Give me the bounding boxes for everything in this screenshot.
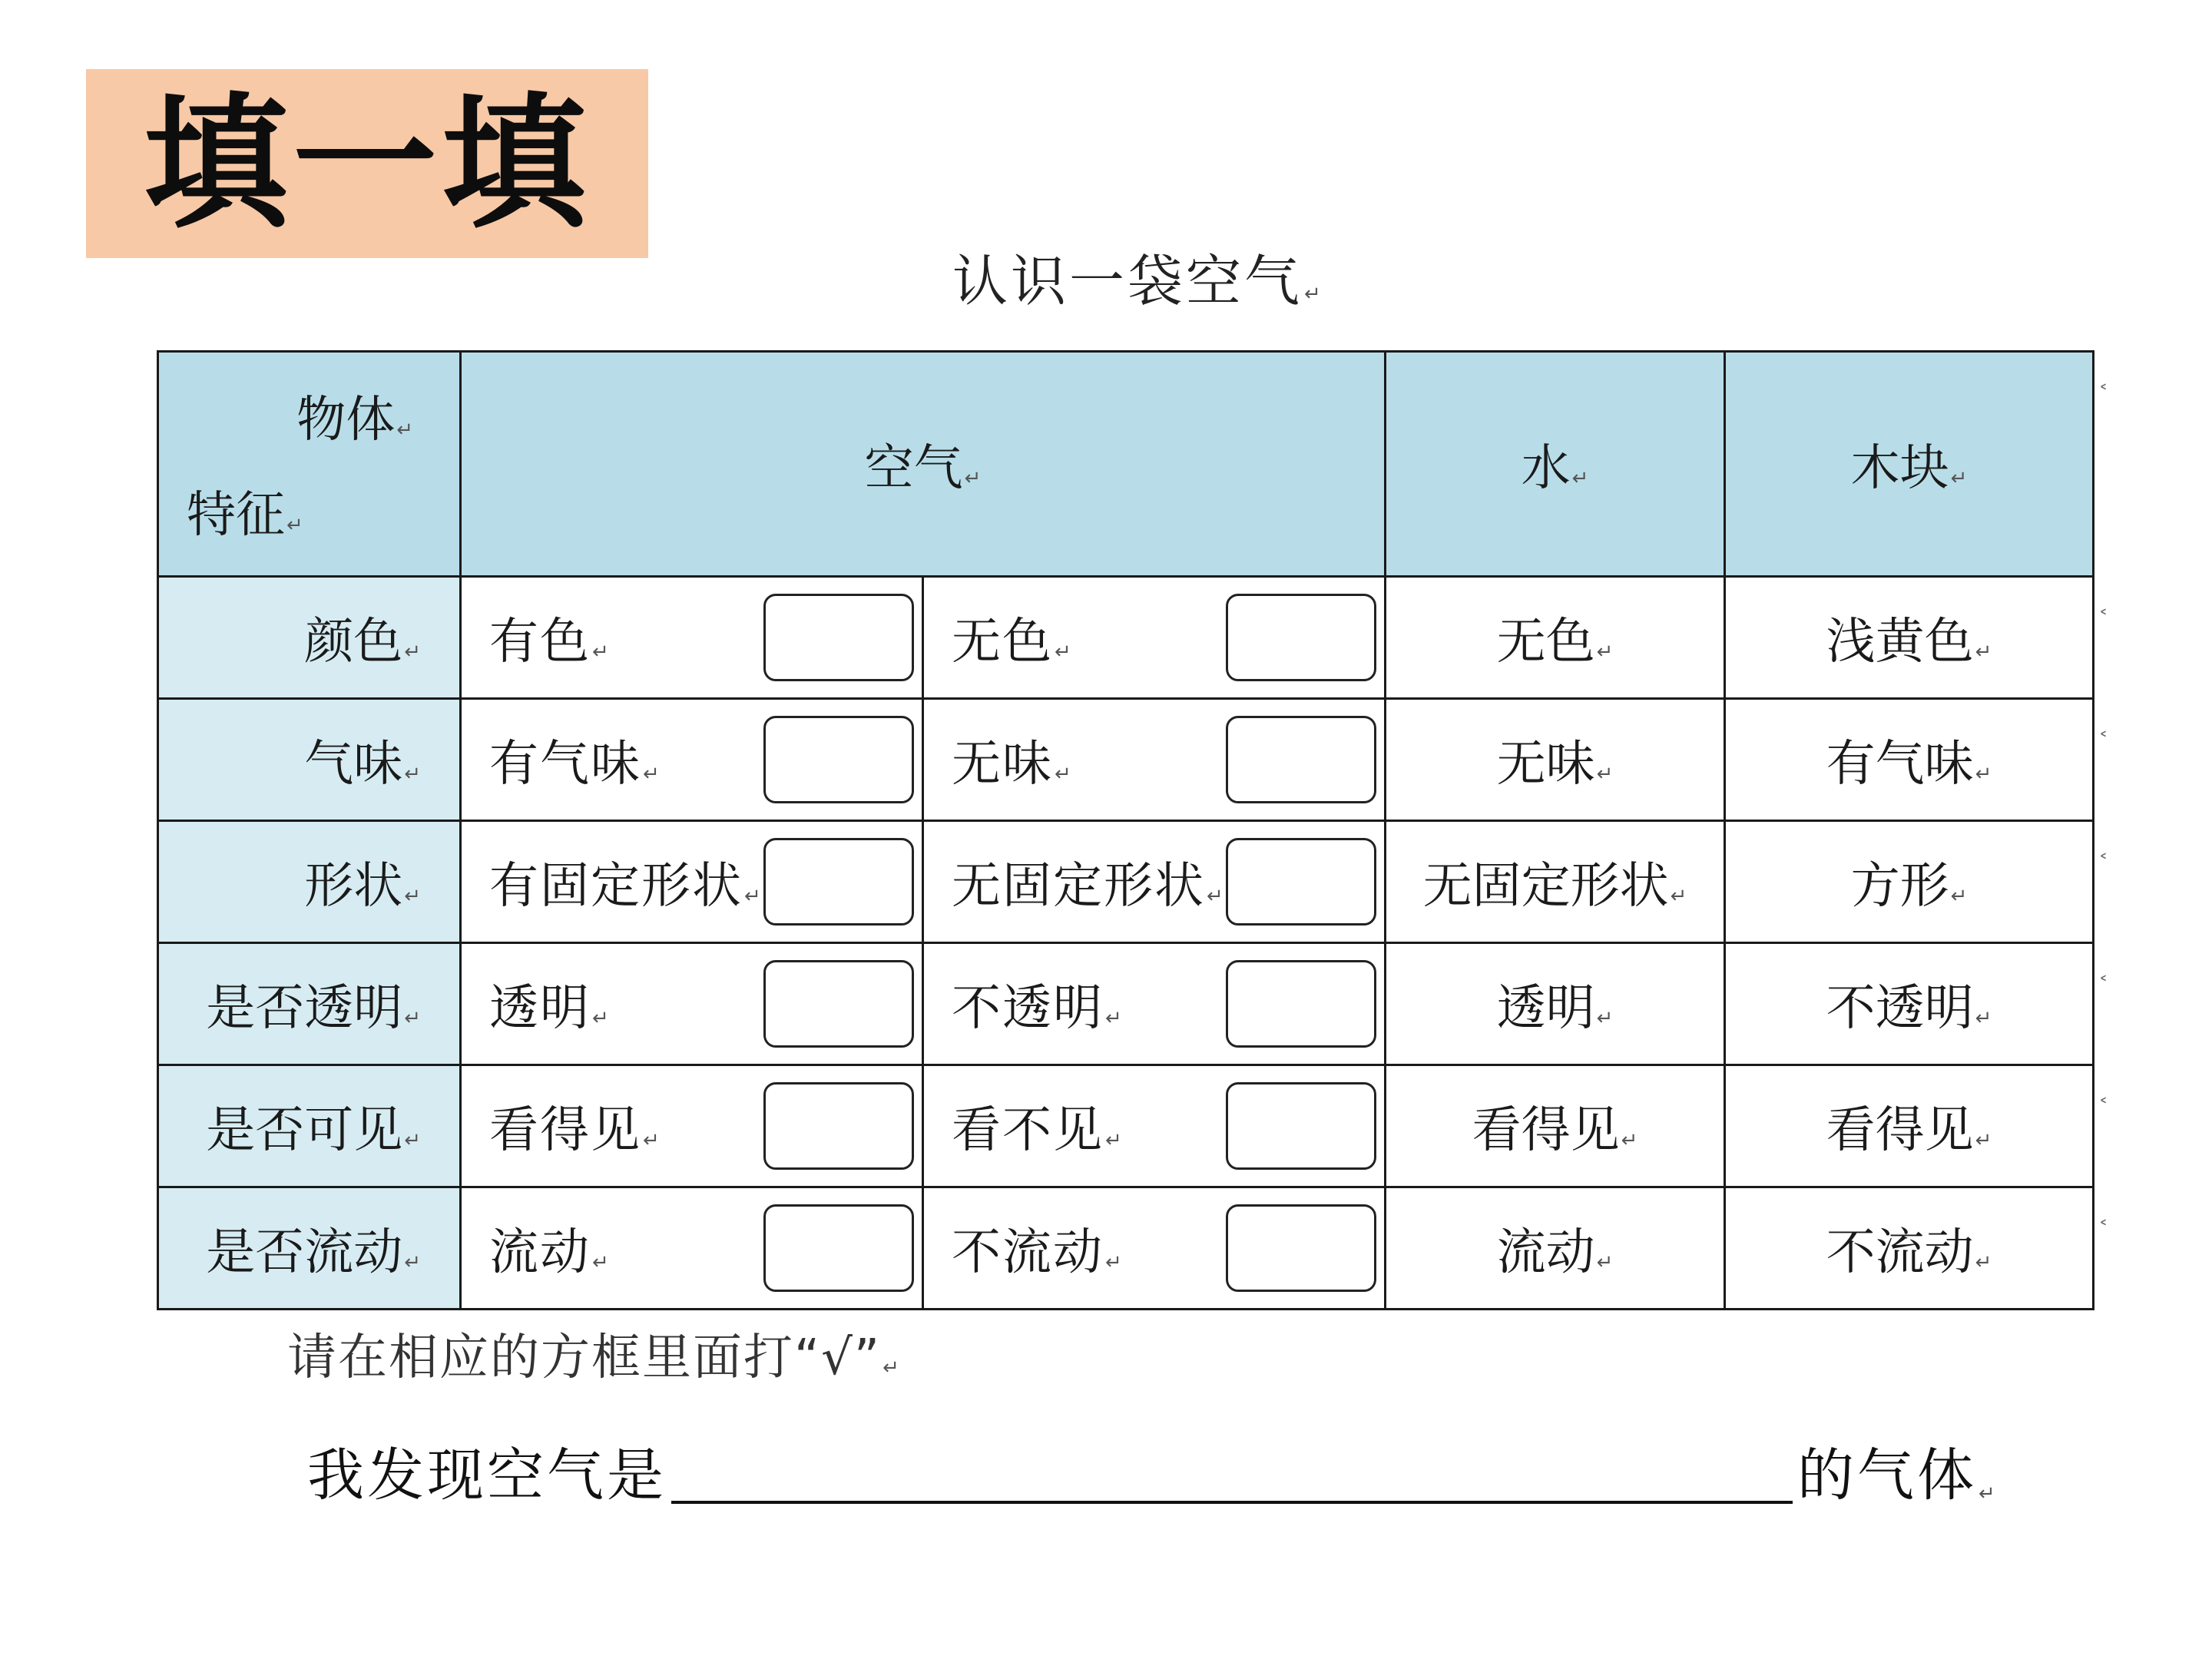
header-water: 水↵: [1386, 352, 1725, 577]
water-value: 流动: [1496, 1224, 1595, 1281]
checkbox[interactable]: [763, 960, 914, 1048]
paragraph-mark: ↵: [1304, 283, 1324, 306]
air-option-a-cell: [461, 1187, 923, 1310]
wood-value: 有气味: [1826, 736, 1974, 793]
air-option-a-cell: [461, 577, 923, 699]
row-end-mark: ˂: [2098, 1217, 2108, 1241]
checkbox[interactable]: [763, 1082, 914, 1170]
corner-cell: [158, 352, 461, 577]
water-value: 无固定形状: [1422, 858, 1669, 915]
checkbox[interactable]: [1226, 838, 1376, 926]
feature-label: 形状: [304, 858, 403, 915]
finding-suffix: 的气体: [1797, 1442, 1977, 1508]
water-value-cell: 流动↵: [1386, 1187, 1725, 1310]
air-option-b: 无色↵: [952, 614, 1073, 671]
checkbox[interactable]: [1226, 1082, 1376, 1170]
row-end-mark: ˂: [2098, 607, 2108, 631]
air-option-a-cell: [461, 821, 923, 943]
air-option-b: 无味↵: [952, 736, 1073, 793]
air-option-b-cell: [923, 577, 1386, 699]
water-value-cell: 无味↵: [1386, 699, 1725, 821]
table-row: [158, 1187, 2094, 1310]
row-end-mark: ˂: [2098, 382, 2108, 406]
checkbox[interactable]: [1226, 1204, 1376, 1292]
finding-sentence: 我发现空气是 的气体 ↵: [307, 1442, 1998, 1508]
water-value: 无味: [1496, 736, 1595, 793]
table-row: [158, 821, 2094, 943]
checkbox[interactable]: [1226, 594, 1376, 681]
table-row: [158, 1065, 2094, 1187]
water-value-cell: 透明↵: [1386, 943, 1725, 1065]
wood-value: 不透明: [1826, 980, 1974, 1037]
instruction-text: 请在相应的方框里面打“√”↵: [287, 1330, 901, 1386]
feature-label-cell: 颜色↵: [158, 577, 461, 699]
air-option-b-cell: [923, 943, 1386, 1065]
air-option-a: 有固定形状↵: [489, 858, 763, 915]
checkbox[interactable]: [763, 1204, 914, 1292]
air-option-a-cell: [461, 943, 923, 1065]
corner-object-label: 物体↵: [296, 392, 413, 449]
slide-title: 填一填: [144, 78, 591, 248]
air-option-b-cell: [923, 699, 1386, 821]
checkbox[interactable]: [763, 716, 914, 803]
feature-label: 是否流动: [206, 1224, 403, 1281]
air-option-b: 看不见↵: [952, 1102, 1124, 1159]
feature-label-cell: 是否可见↵: [158, 1065, 461, 1187]
feature-table: [157, 350, 2094, 1310]
water-value: 透明: [1496, 980, 1595, 1037]
feature-label-cell: 形状↵: [158, 821, 461, 943]
wood-value-cell: 浅黄色↵: [1725, 577, 2094, 699]
air-option-a: 看得见↵: [489, 1102, 661, 1159]
table-row: [158, 577, 2094, 699]
air-option-a: 透明↵: [489, 980, 611, 1037]
header-wood: 木块↵: [1725, 352, 2094, 577]
air-option-a-cell: [461, 699, 923, 821]
checkbox[interactable]: [763, 594, 914, 681]
air-option-b: 无固定形状↵: [952, 858, 1225, 915]
air-option-a: 流动↵: [489, 1224, 611, 1281]
feature-label: 是否透明: [206, 980, 403, 1037]
feature-label: 颜色: [304, 614, 403, 671]
wood-value: 方形: [1850, 858, 1949, 915]
checkbox[interactable]: [763, 838, 914, 926]
row-end-mark: ˂: [2098, 1095, 2108, 1119]
row-end-mark: ˂: [2098, 851, 2108, 875]
air-option-a: 有色↵: [489, 614, 611, 671]
air-option-b-cell: [923, 821, 1386, 943]
slide-title-box: [86, 69, 648, 258]
feature-label-cell: 气味↵: [158, 699, 461, 821]
feature-label: 是否可见: [206, 1102, 403, 1159]
air-option-a: 有气味↵: [489, 736, 661, 793]
wood-value-cell: 方形↵: [1725, 821, 2094, 943]
wood-value-cell: 不透明↵: [1725, 943, 2094, 1065]
water-value: 看得见: [1472, 1102, 1620, 1159]
corner-feature-label: 特征↵: [187, 487, 303, 544]
finding-prefix: 我发现空气是: [307, 1442, 667, 1508]
air-option-b-cell: [923, 1187, 1386, 1310]
feature-label-cell: 是否透明↵: [158, 943, 461, 1065]
wood-value: 浅黄色: [1826, 614, 1974, 671]
wood-value-cell: 看得见↵: [1725, 1065, 2094, 1187]
air-option-b: 不透明↵: [952, 980, 1124, 1037]
air-option-b: 不流动↵: [952, 1224, 1124, 1281]
worksheet-title: [952, 249, 1324, 313]
wood-value: 看得见: [1826, 1102, 1974, 1159]
air-option-b-cell: [923, 1065, 1386, 1187]
feature-label-cell: 是否流动↵: [158, 1187, 461, 1310]
wood-value-cell: 有气味↵: [1725, 699, 2094, 821]
water-value: 无色: [1496, 614, 1595, 671]
water-value-cell: 看得见↵: [1386, 1065, 1725, 1187]
header-air: 空气↵: [461, 352, 1386, 577]
feature-label: 气味: [304, 736, 403, 793]
table-row: [158, 943, 2094, 1065]
finding-blank-line[interactable]: [671, 1442, 1793, 1504]
water-value-cell: 无固定形状↵: [1386, 821, 1725, 943]
table-row: [158, 699, 2094, 821]
worksheet-title-text: 认识一袋空气: [952, 249, 1303, 313]
wood-value: 不流动: [1826, 1224, 1974, 1281]
wood-value-cell: 不流动↵: [1725, 1187, 2094, 1310]
checkbox[interactable]: [1226, 716, 1376, 803]
air-option-a-cell: [461, 1065, 923, 1187]
row-end-mark: ˂: [2098, 729, 2108, 753]
row-end-mark: ˂: [2098, 973, 2108, 997]
table-header-row: [158, 352, 2094, 577]
checkbox[interactable]: [1226, 960, 1376, 1048]
water-value-cell: 无色↵: [1386, 577, 1725, 699]
